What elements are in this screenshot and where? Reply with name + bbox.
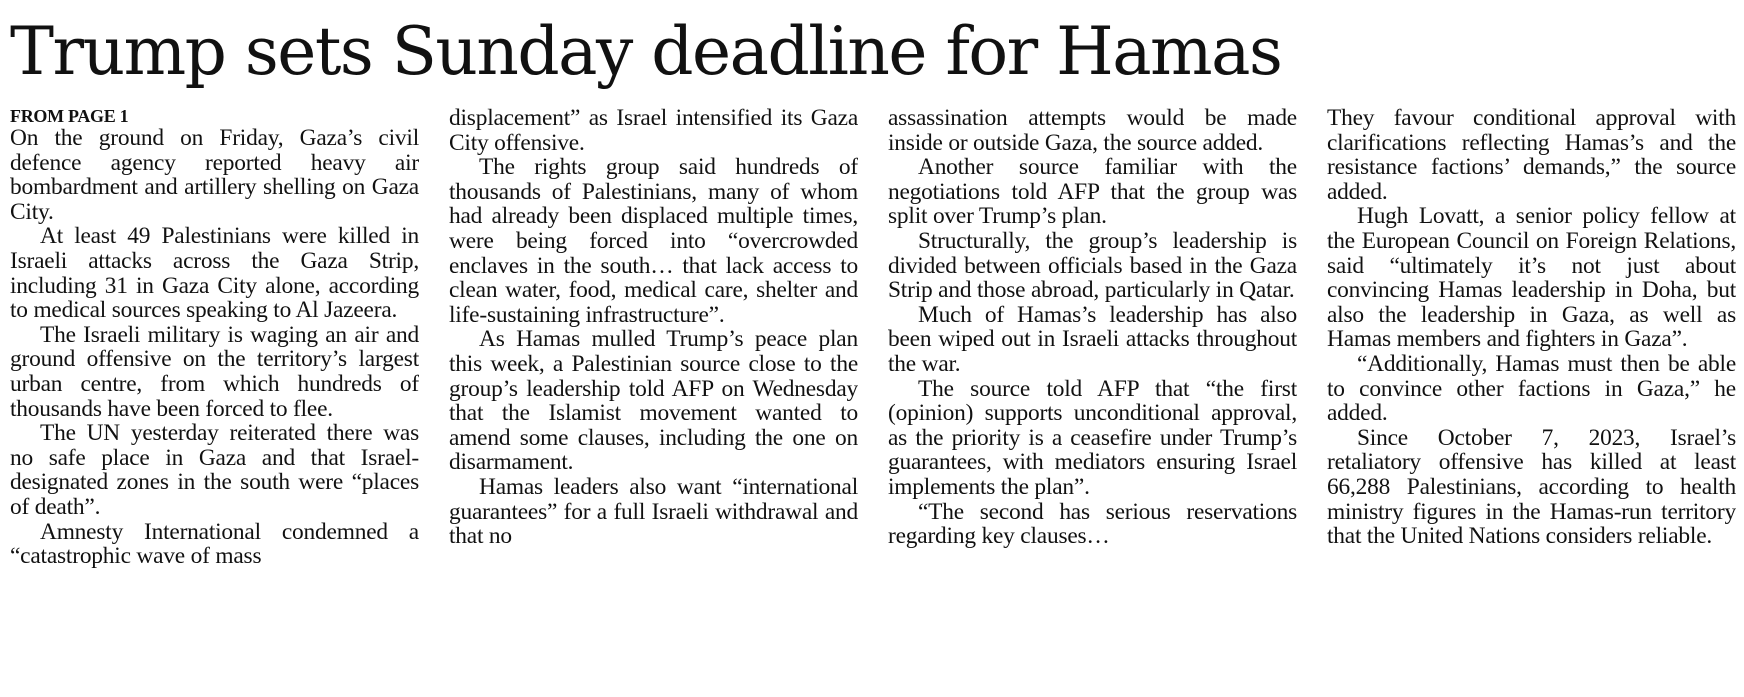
paragraph: Structurally, the group’s leadership is divided between officials based in the Gaza Strip and those abroad, particularly in Qatar. xyxy=(888,227,1297,304)
paragraph: The Israeli military is waging an air and ground offensive on the territory’s largest urban centre, from which hundreds of thousands have been forced to flee. xyxy=(10,321,419,422)
article-body xyxy=(10,106,1736,691)
paragraph: They favour conditional approval with clarifications reflecting Hamas’s and the resistance factions’ demands,” the source added. xyxy=(1327,106,1736,205)
paragraph: Amnesty International condemned a “catastrophic wave of mass xyxy=(10,518,419,570)
column-3 xyxy=(888,106,1297,691)
paragraph: “Additionally, Hamas must then be able to convince other factions in Gaza,” he added. xyxy=(1327,350,1736,427)
paragraph: Hugh Lovatt, a senior policy fellow at the European Council on Foreign Relations, said “ultimately it’s not just about convincing Hamas leadership in Doha, but also the leadership in Gaza, as well as Hamas members and fighters in Gaza”. xyxy=(1327,203,1736,353)
paragraph: On the ground on Friday, Gaza’s civil defence agency reported heavy air bombardment and artillery shelling on Gaza City. xyxy=(10,125,419,225)
paragraph: displacement” as Israel intensified its Gaza City offensive. xyxy=(449,106,858,156)
paragraph: The source told AFP that “the first (opinion) supports unconditional approval, as the priority is a ceasefire under Trump’s guarantees, with mediators ensuring Israel implements the plan”. xyxy=(888,375,1297,500)
paragraph: The rights group said hundreds of thousands of Palestinians, many of whom had already been displaced multiple times, were being forced into “overcrowded enclaves in the south… that lack access to clean water, food, medical care, shelter and life-sustaining infrastructure”. xyxy=(449,154,858,328)
kicker: FROM PAGE 1 xyxy=(10,106,129,126)
paragraph: Another source familiar with the negotiations told AFP that the group was split over Trump’s plan. xyxy=(888,154,1297,230)
paragraph: Much of Hamas’s leadership has also been wiped out in Israeli attacks throughout the war. xyxy=(888,301,1297,377)
paragraph: Hamas leaders also want “international guarantees” for a full Israeli withdrawal and that no xyxy=(449,473,858,550)
column-1 xyxy=(10,106,419,691)
paragraph: The UN yesterday reiterated there was no safe place in Gaza and that Israel-designated zones in the south were “places of death”. xyxy=(10,420,419,520)
column-2 xyxy=(449,106,858,691)
paragraph: At least 49 Palestinians were killed in Israeli attacks across the Gaza Strip, including 31 in Gaza City alone, according to medical sources speaking to Al Jazeera. xyxy=(10,223,419,324)
paragraph: As Hamas mulled Trump’s peace plan this week, a Palestinian source close to the group’s leadership told AFP on Wednesday that the Islamist movement wanted to amend some clauses, including the one on disarmament. xyxy=(449,326,858,476)
column-4 xyxy=(1327,106,1736,691)
headline: Trump sets Sunday deadline for Hamas xyxy=(10,13,1282,90)
paragraph: “The second has serious reservations regarding key clauses… xyxy=(888,498,1297,550)
paragraph: assassination attempts would be made inside or outside Gaza, the source added. xyxy=(888,106,1297,156)
paragraph: Since October 7, 2023, Israel’s retaliatory offensive has killed at least 66,288 Palestinians, according to health ministry figures in the Hamas-run territory that the United Nations considers reliable. xyxy=(1327,424,1736,550)
